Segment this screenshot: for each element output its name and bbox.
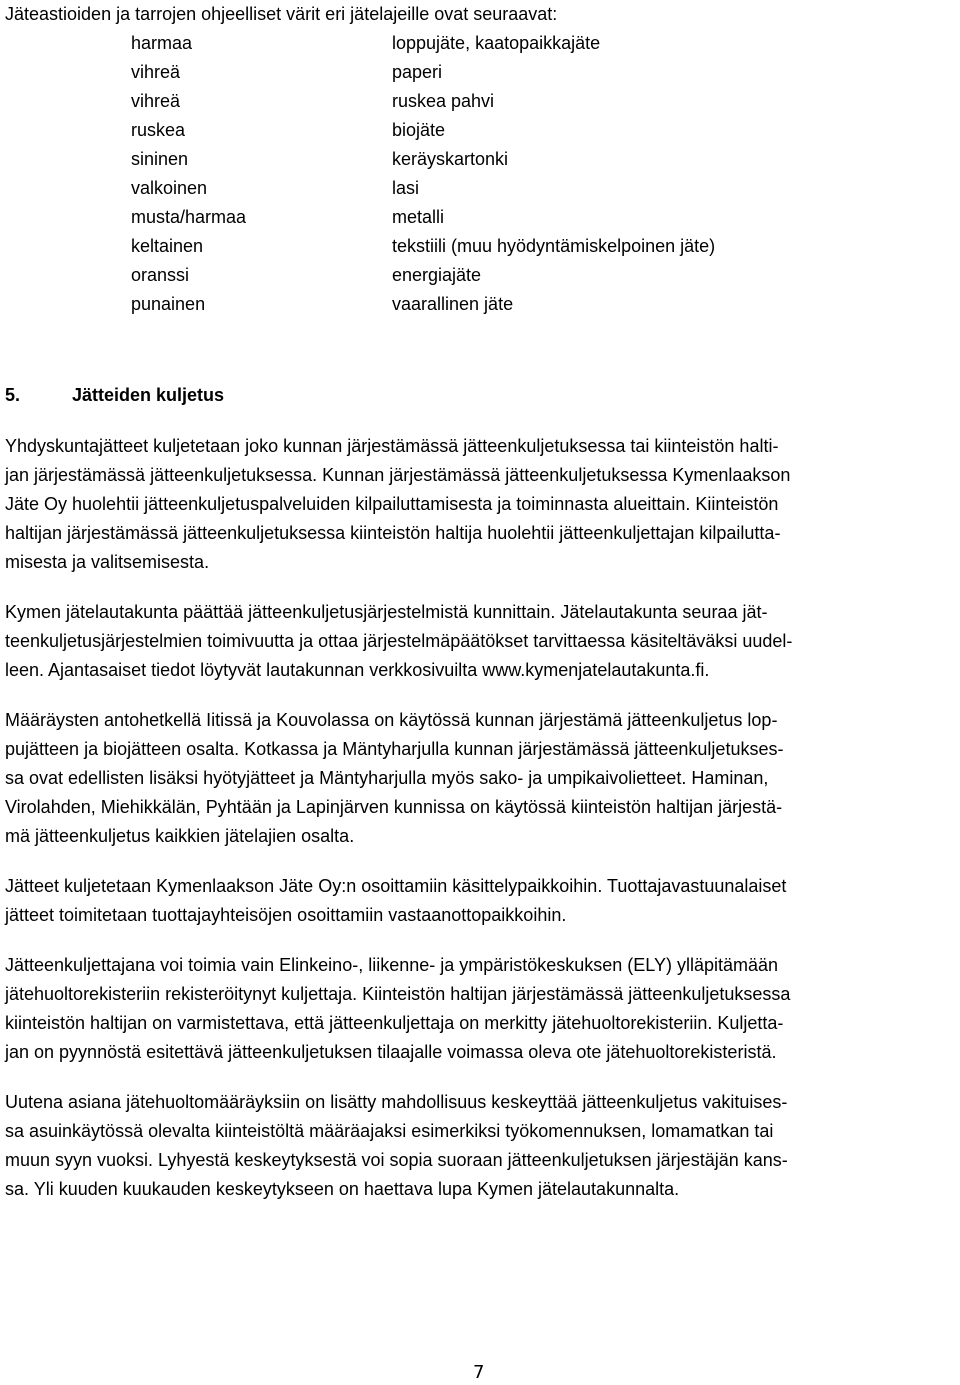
color-table-row (5, 232, 955, 261)
paragraph-carrier-registry (5, 951, 955, 1067)
paragraph-suspension (5, 1088, 955, 1204)
paragraph-line: muun syyn vuoksi. Lyhyestä keskeytyksestä voi sopia suoraan jätteenkuljetuksen järjestäjän kans- (5, 1150, 788, 1170)
paragraph-line: misesta ja valitsemisesta. (5, 552, 210, 572)
paragraph-line: Virolahden, Miehikkälän, Pyhtään ja Lapinjärven kunnissa on käytössä kiinteistön haltijan järjestä- (5, 797, 783, 817)
document-page (5, 0, 955, 1204)
paragraph-line: sa. Yli kuuden kuukauden keskeytykseen on haettava lupa Kymen jätelautakunnalta. (5, 1179, 680, 1199)
waste-type: biojäte (392, 120, 446, 140)
bin-color: harmaa (131, 33, 193, 53)
bin-color: valkoinen (131, 178, 208, 198)
bin-color: punainen (131, 294, 206, 314)
paragraph-line: pujätteen ja biojätteen osalta. Kotkassa ja Mäntyharjulla kunnan järjestämässä jätteenkuljetukses- (5, 739, 784, 759)
bin-color: sininen (131, 149, 189, 169)
paragraph-line: kiinteistön haltijan on varmistettava, että jätteenkuljettaja on merkitty jätehuoltorekisteriin. Kuljetta- (5, 1013, 784, 1033)
section-title: Jätteiden kuljetus (72, 385, 225, 405)
waste-type: ruskea pahvi (392, 91, 495, 111)
paragraph-line: jätehuoltorekisteriin rekisteröitynyt kuljettaja. Kiinteistön haltijan järjestämässä jätteenkuljetuksessa (5, 984, 791, 1004)
color-table-row (5, 174, 955, 203)
bin-color: ruskea (131, 120, 186, 140)
paragraph-line: Yhdyskuntajätteet kuljetetaan joko kunnan järjestämässä jätteenkuljetuksessa tai kiinteistön halti- (5, 436, 779, 456)
paragraph-line: sa asuinkäytössä olevalta kiinteistöltä määräajaksi esimerkiksi työkomennuksen, lomamatkan tai (5, 1121, 774, 1141)
section-number: 5. (5, 385, 21, 405)
page-number: 7 (473, 1362, 485, 1383)
bin-color: oranssi (131, 265, 190, 285)
paragraph-line: mä jätteenkuljetus kaikkien jätelajien osalta. (5, 826, 355, 846)
color-table-row (5, 87, 955, 116)
paragraph-line: jan järjestämässä jätteenkuljetuksessa. Kunnan järjestämässä jätteenkuljetuksessa Kymenlaakson (5, 465, 791, 485)
waste-type: paperi (392, 62, 443, 82)
paragraph-line: jan on pyynnöstä esitettävä jätteenkuljetuksen tilaajalle voimassa oleva ote jätehuoltorekisteristä. (5, 1042, 777, 1062)
color-table-row (5, 261, 955, 290)
paragraph-line: teenkuljetusjärjestelmien toimivuutta ja ottaa järjestelmäpäätökset tarvittaessa käsiteltäväksi uudel- (5, 631, 793, 651)
paragraph-line: leen. Ajantasaiset tiedot löytyvät lautakunnan verkkosivuilta www.kymenjatelautakunta.fi. (5, 660, 710, 680)
paragraph-line: haltijan järjestämässä jätteenkuljetuksessa kiinteistön haltija huolehtii jätteenkuljettajan kilpailutta- (5, 523, 781, 543)
color-table-row (5, 29, 955, 58)
paragraph-waste-board (5, 598, 955, 685)
waste-type: metalli (392, 207, 445, 227)
color-table-row (5, 116, 955, 145)
waste-type: tekstiili (muu hyödyntämiskelpoinen jäte) (392, 236, 716, 256)
paragraph-line: sa ovat edellisten lisäksi hyötyjätteet ja Mäntyharjulla myös sako- ja umpikaivolietteet. Haminan, (5, 768, 769, 788)
waste-color-table (5, 29, 955, 319)
color-table-row (5, 290, 955, 319)
section-heading (5, 381, 955, 410)
bin-color: vihreä (131, 62, 181, 82)
paragraph-line: Kymen jätelautakunta päättää jätteenkuljetusjärjestelmistä kunnittain. Jätelautakunta seuraa jät- (5, 602, 768, 622)
waste-type: lasi (392, 178, 420, 198)
waste-type: loppujäte, kaatopaikkajäte (392, 33, 601, 53)
paragraph-municipal-areas (5, 706, 955, 851)
waste-type: vaarallinen jäte (392, 294, 514, 314)
paragraph-line: Jätteet kuljetetaan Kymenlaakson Jäte Oy:n osoittamiin käsittelypaikkoihin. Tuottajavastuunalaiset (5, 876, 787, 896)
paragraph-line: Uutena asiana jätehuoltomääräyksiin on lisätty mahdollisuus keskeyttää jätteenkuljetus vakituises- (5, 1092, 788, 1112)
color-table-row (5, 145, 955, 174)
color-table-row (5, 58, 955, 87)
bin-color: musta/harmaa (131, 207, 247, 227)
paragraph-line: Jätteenkuljettajana voi toimia vain Elinkeino-, liikenne- ja ympäristökeskuksen (ELY) ylläpitämään (5, 955, 779, 975)
waste-type: keräyskartonki (392, 149, 509, 169)
intro-text: Jäteastioiden ja tarrojen ohjeelliset värit eri jätelajeille ovat seuraavat: (5, 4, 558, 24)
paragraph-line: Jäte Oy huolehtii jätteenkuljetuspalveluiden kilpailuttamisesta ja toiminnasta alueittain. Kiinteistön (5, 494, 779, 514)
paragraph-treatment-sites (5, 872, 955, 930)
paragraph-line: Määräysten antohetkellä Iitissä ja Kouvolassa on käytössä kunnan järjestämä jätteenkuljetus lop- (5, 710, 778, 730)
waste-type: energiajäte (392, 265, 482, 285)
color-table-row (5, 203, 955, 232)
paragraph-line: jätteet toimitetaan tuottajayhteisöjen osoittamiin vastaanottopaikkoihin. (5, 905, 567, 925)
paragraph-municipal-transport (5, 432, 955, 577)
bin-color: keltainen (131, 236, 204, 256)
bin-color: vihreä (131, 91, 181, 111)
